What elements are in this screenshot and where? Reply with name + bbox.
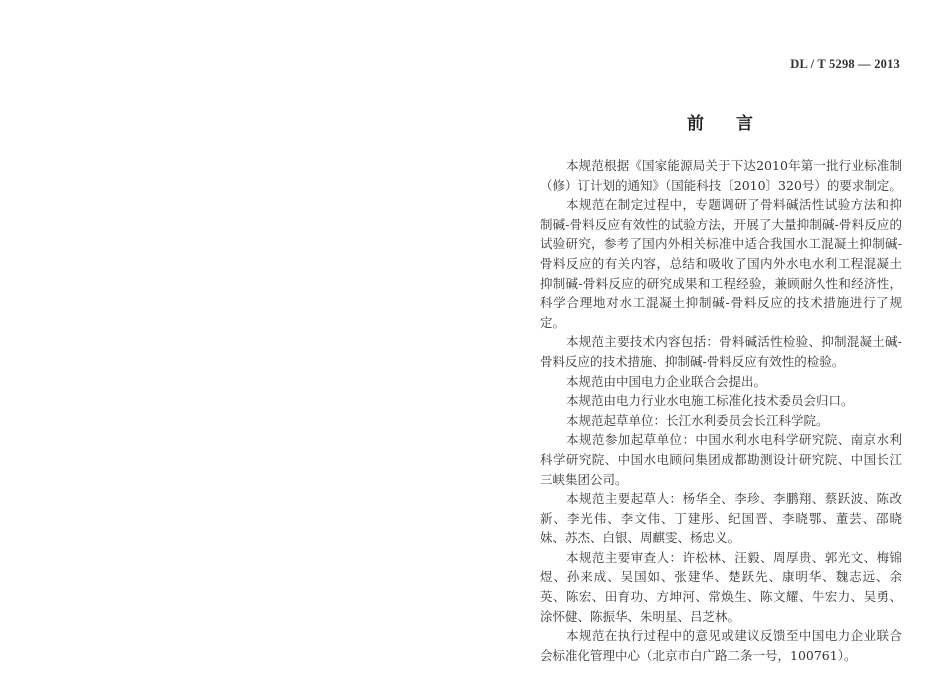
paragraph-drafting-unit: 本规范起草单位：长江水利委员会长江科学院。 [566, 412, 829, 428]
foreword-body [540, 156, 902, 665]
paragraph-drafting-process: 本规范在制定过程中，专题调研了骨料碱活性试验方法和抑制碱-骨料反应有效性的试验方法，开展了大量抑制碱-骨料反应的试验研究，参考了国内外相关标准中适合我国水工混凝土抑制碱-骨料反应的有关内容，总结和吸收了国内外水电水利工程混凝土抑制碱-骨料反应的研究成果和工程经验，兼顾耐久性和经济性，科学合理地对水工混凝土抑制碱-骨料反应的技术措施进行了规定。 [540, 197, 902, 330]
paragraph-proposer: 本规范由中国电力企业联合会提出。 [566, 373, 767, 389]
paragraph-main-reviewers: 本规范主要审查人：许松林、汪毅、周厚贵、郭光文、梅锦煜、孙来成、吴国如、张建华、楚跃先、康明华、魏志远、余英、陈宏、田育功、方坤河、常焕生、陈文耀、牛宏力、吴勇、涂怀健、陈振华、朱明星、吕芝林。 [540, 549, 902, 624]
paragraph-participating-units: 本规范参加起草单位：中国水利水电科学研究院、南京水利科学研究院、中国水电顾问集团成都勘测设计研究院、中国长江三峡集团公司。 [540, 432, 902, 487]
paragraph-main-drafters: 本规范主要起草人：杨华全、李珍、李鹏翔、蔡跃波、陈改新、李光伟、李文伟、丁建彤、纪国晋、李晓鄂、董芸、邵晓妹、苏杰、白银、周麒雯、杨忠义。 [540, 491, 902, 546]
paragraph-administrator: 本规范由电力行业水电施工标准化技术委员会归口。 [566, 393, 854, 409]
paragraph-technical-content: 本规范主要技术内容包括：骨料碱活性检验、抑制混凝土碱-骨料反应的技术措施、抑制碱-骨料反应有效性的检验。 [540, 334, 902, 369]
page-title: 前言 [687, 114, 785, 134]
paragraph-feedback: 本规范在执行过程中的意见或建议反馈至中国电力企业联合会标准化管理中心（北京市白广路二条一号，100761）。 [540, 628, 902, 663]
paragraph-basis: 本规范根据《国家能源局关于下达2010年第一批行业标准制（修）订计划的通知》（国能科技〔2010〕320号）的要求制定。 [540, 158, 902, 193]
standard-code: DL / T 5298 — 2013 [790, 57, 900, 71]
